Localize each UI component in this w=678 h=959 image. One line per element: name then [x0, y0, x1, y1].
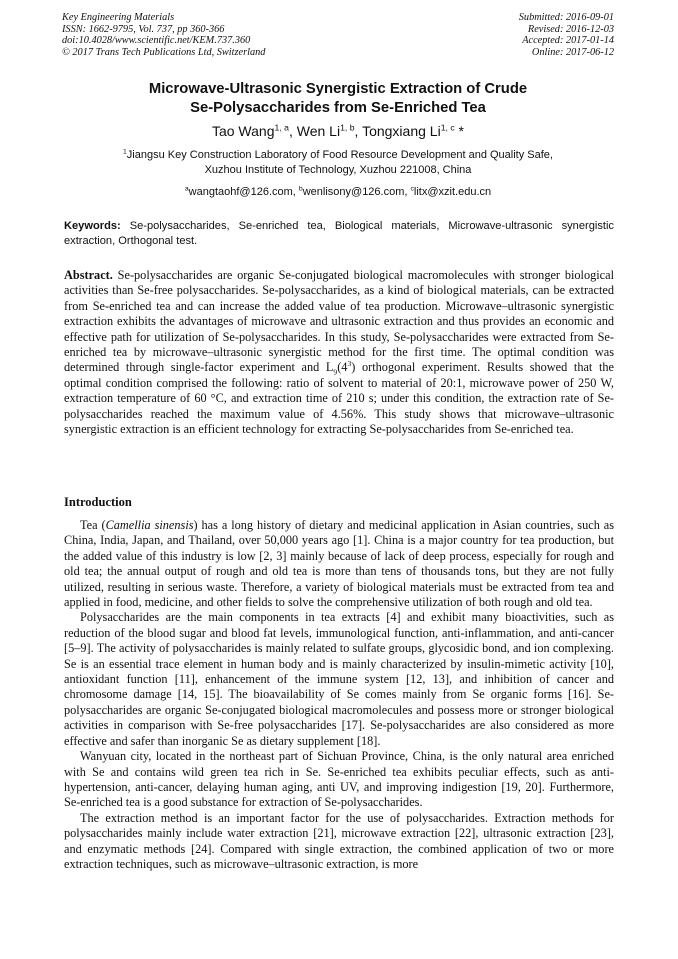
- email-separator: ,: [292, 186, 299, 198]
- paragraph: The extraction method is an important factor for the use of polysaccharides. Extraction methods for polysaccharides mainly include water extraction [21], microwave extraction [22], ultrasonic extraction [23], and enzymatic methods [24]. Compared with single extraction, the combined application of two or more extraction techniques, such as microwave–ultrasonic extraction, is more: [64, 810, 614, 871]
- author-name: Tao Wang: [211, 123, 275, 139]
- abstract: [64, 268, 614, 437]
- paragraph-text: Tea (: [80, 518, 106, 532]
- author: [297, 123, 362, 139]
- paragraph: [64, 518, 614, 610]
- author-list: [60, 122, 616, 140]
- publication-dates: [519, 12, 614, 58]
- author-separator: ,: [354, 123, 363, 139]
- email-separator: ,: [404, 186, 411, 198]
- journal-doi[interactable]: doi:10.4028/www.scientific.net/KEM.737.360: [62, 35, 251, 47]
- author-name: Wen Li: [296, 123, 341, 139]
- paragraph-text: ) has a long history of dietary and medicinal application in Asian countries, such as China, India, Japan, and Thailand, over 50,000 years ago [1]. China is a major country for tea production, but the added value of this industry is low [2, 3] mainly because of lack of deep process, especially for rough and old tea; the annual output of rough and old tea is more than tens of thousands tons, but they are not fully utilized, resulting in serious waste. Therefore, a variety of biological materials must be extracted from tea and applied in food, medicine, and other fields to solve the comprehensive utilization of both rough and old tea.: [64, 518, 614, 610]
- abstract-text: ) orthogonal experiment. Results showed that the optimal condition comprised the following: ratio of solvent to material of 20:1, microwave power of 250 W, extraction temperature of 60 °C, and extraction time of 210 s; under this condition, the extraction rate of Se-polysaccharides reached the maximum value of 4.56%. This study shows that microwave–ultrasonic synergistic extraction is an efficient technology for extracting Se-polysaccharides from Se-enriched tea.: [64, 360, 614, 437]
- abstract-text: (4: [337, 360, 348, 375]
- affiliation: [60, 148, 616, 178]
- title-line-2: Se-Polysaccharides from Se-Enriched Tea: [190, 100, 486, 116]
- author: [212, 123, 297, 139]
- species-name: Camellia sinensis: [105, 518, 194, 532]
- author-name: Tongxiang Li: [362, 123, 441, 139]
- email-link[interactable]: litx@xzit.edu.cn: [413, 186, 492, 198]
- copyright: © 2017 Trans Tech Publications Ltd, Switzerland: [62, 46, 266, 58]
- email-mark: a: [184, 185, 189, 193]
- keywords-label: Keywords:: [64, 220, 121, 232]
- abstract-text: Se-polysaccharides are organic Se-conjugated biological macromolecules with stronger biological activities than Se-free polysaccharides. Se-polysaccharides, as a kind of biological materials, can be extracted from Se-enriched tea and can increase the added value of tea production. Microwave–ultrasonic synergistic extraction exhibits the advantages of microwave and ultrasonic extraction and thus provides an economic and effective path for utilization of Se-polysaccharides. In this study, Se-polysaccharides were extracted from Se-enriched tea by microwave–ultrasonic synergistic method for the first time. The optimal condition was determined through single-factor experiment and L: [64, 268, 614, 375]
- journal-info: [62, 12, 265, 58]
- author-affiliation-mark: 1, b: [340, 122, 355, 133]
- abstract-superscript: 3: [347, 359, 352, 369]
- date-revised: Revised: 2016-12-03: [527, 23, 614, 35]
- author-affiliation-mark: 1, a: [274, 122, 289, 133]
- keywords: [64, 219, 614, 249]
- email-mark: b: [298, 185, 303, 193]
- author: [362, 123, 464, 139]
- section-heading: Introduction: [64, 495, 132, 509]
- date-online: Online: 2017-06-12: [531, 46, 614, 58]
- title-line-1: Microwave-Ultrasonic Synergistic Extraction of Crude: [148, 81, 528, 97]
- author-separator: ,: [288, 123, 297, 139]
- paper-title: [60, 80, 616, 118]
- paragraph: Polysaccharides are the main components in tea extracts [4] and exhibit many bioactivities, such as reduction of the blood sugar and blood fat levels, immunological function, anti-inflammation, and anti-cancer [5–9]. The activity of polysaccharides is mainly related to sulfate groups, glycosidic bond, and ion complexing. Se is an essential trace element in human body and is mainly characterized by insulin-mimetic activity [10], antioxidant function [11], enhancement of the immune system [12, 13], and inhibition of cancer and chromosome damage [14, 15]. The bioavailability of Se comes mainly from Se organic forms [16]. Se-polysaccharides are organic Se-conjugated biological macromolecules and possess more or stronger biological activities in comparison with Se-free polysaccharides [17]. Se-polysaccharides are also considered as more effective and safer than inorganic Se as dietary supplement [18].: [64, 610, 614, 748]
- keywords-text: Se-polysaccharides, Se-enriched tea, Biological materials, Microwave-ultrasonic synergistic extraction, Orthogonal test.: [64, 220, 614, 247]
- email-list: [60, 185, 616, 199]
- affiliation-mark: 1: [123, 148, 127, 156]
- author-affiliation-mark: 1, c: [440, 122, 455, 133]
- journal-name: Key Engineering Materials: [62, 12, 175, 23]
- paragraph: Wanyuan city, located in the northeast part of Sichuan Province, China, is the only natural area enriched with Se and contains wild green tea rich in Se. Se-enriched tea exhibits peculiar effects, such as anti-hypertension, anti-cancer, delaying human aging, anti UV, and improving indigestion [19, 20]. Furthermore, Se-enriched tea is a good substance for extraction of Se-polysaccharides.: [64, 749, 614, 810]
- affiliation-line-2: Xuzhou Institute of Technology, Xuzhou 221008, China: [204, 164, 472, 176]
- date-submitted: Submitted: 2016-09-01: [518, 12, 614, 23]
- email-mark: c: [410, 185, 414, 193]
- abstract-label: Abstract.: [64, 268, 113, 282]
- journal-issn: ISSN: 1662-9795, Vol. 737, pp 360-366: [62, 23, 225, 35]
- email-link[interactable]: wangtaohf@126.com: [188, 186, 293, 198]
- date-accepted: Accepted: 2017-01-14: [522, 35, 614, 47]
- affiliation-line-1: Jiangsu Key Construction Laboratory of Food Resource Development and Quality Safe,: [126, 149, 553, 161]
- corresponding-author-mark: *: [454, 123, 465, 139]
- abstract-subscript: 9: [333, 367, 338, 377]
- email-link[interactable]: wenlisony@126.com: [302, 186, 405, 198]
- introduction-body: [64, 518, 614, 872]
